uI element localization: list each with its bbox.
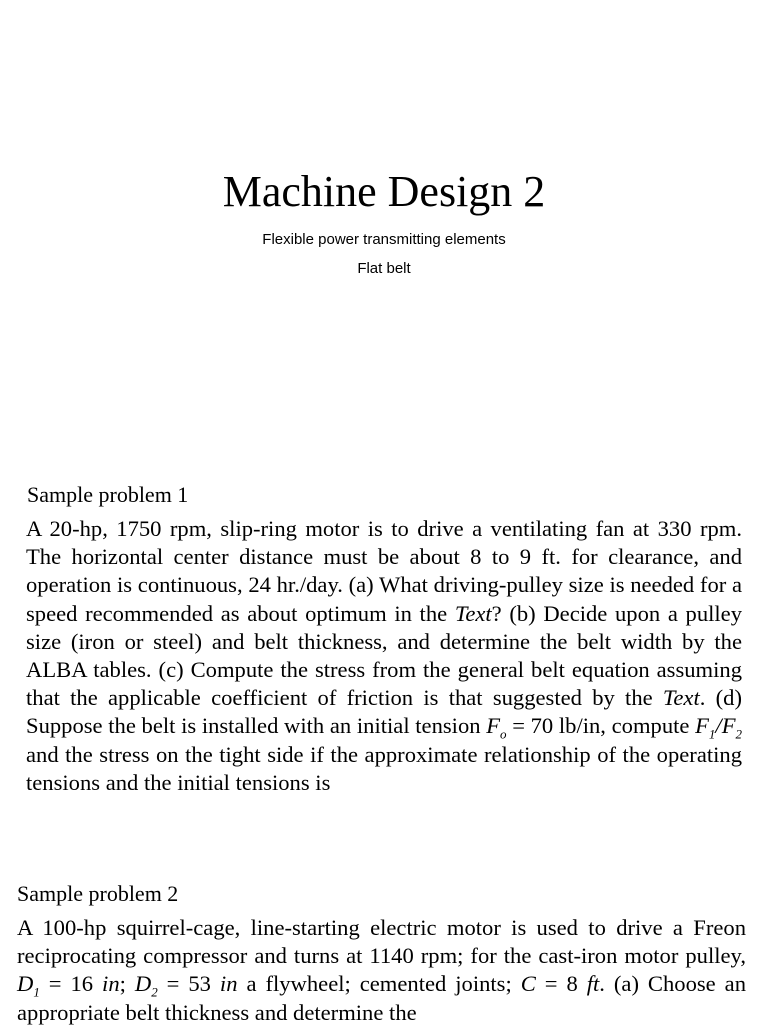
var-symbol: F (721, 713, 736, 739)
p2-text-part: . (a) Choose an appropriate belt thickness and determine the (17, 971, 746, 1025)
unit-feet: ft (586, 971, 600, 997)
p2-text-part: = 53 (157, 971, 220, 997)
p1-text-word: Text (662, 685, 700, 711)
var-d2 (134, 971, 158, 1000)
sample-problem-2-heading: Sample problem 2 (17, 881, 179, 906)
var-symbol: F (695, 713, 709, 739)
subtitle-subtopic: Flat belt (357, 260, 411, 277)
unit-inch: in (102, 971, 120, 997)
var-f1-f2-ratio (695, 713, 743, 742)
p1-text-word: Text (454, 600, 492, 626)
unit-inch: in (219, 971, 238, 997)
ratio-slash: / (715, 713, 722, 739)
p2-text-part: a flywheel; cemented joints; (237, 971, 521, 997)
slide-title: Machine Design 2 (222, 167, 546, 216)
p2-text-part: = 8 (535, 971, 587, 997)
p1-text-part: A 20-hp, 1750 rpm, slip-ring motor is to drive a ventilating fan at 330 rpm. The horizontal center distance must be about 8 to 9 ft. for clearance, and operation is continuous, 24 hr./day. (a) What driving-pulley size is needed for a speed recommended as about optimum in the (26, 516, 742, 626)
var-subscript: 2 (151, 984, 158, 1000)
var-symbol: D (17, 971, 34, 997)
var-f-initial (486, 713, 507, 742)
p2-text-part: = 16 (39, 971, 103, 997)
var-subscript: 2 (735, 726, 743, 742)
var-symbol: D (134, 971, 152, 997)
p1-text-part: ? (b) Decide upon a pulley size (iron or steel) and belt thickness, and determine the belt width by the ALBA tables. (c) Compute the stress from the general belt equation assuming that the applicable coefficient of friction is that suggested by the (26, 600, 742, 711)
sample-problem-1-text (26, 515, 742, 797)
subtitle-topic: Flexible power transmitting elements (262, 231, 506, 248)
p1-text-part: . (d) Suppose the belt is installed with an initial tension (26, 685, 742, 739)
p2-text-part: ; (119, 971, 135, 997)
var-subscript: 1 (33, 984, 40, 1000)
p1-text-part: = 70 lb/in, compute (506, 713, 696, 739)
var-subscript: o (500, 726, 507, 742)
var-subscript: 1 (708, 726, 716, 742)
var-d1 (17, 971, 40, 1000)
var-symbol: F (486, 713, 501, 739)
var-c: C (520, 971, 536, 997)
sample-problem-2-text (17, 914, 746, 1027)
sample-problem-1-heading: Sample problem 1 (27, 482, 189, 507)
p1-text-part: and the stress on the tight side if the approximate relationship of the operating tensions and the initial tensions is (26, 741, 742, 795)
p2-text-part: A 100-hp squirrel-cage, line-starting electric motor is used to drive a Freon reciprocating compressor and turns at 1140 rpm; for the cast-iron motor pulley, (17, 915, 746, 969)
